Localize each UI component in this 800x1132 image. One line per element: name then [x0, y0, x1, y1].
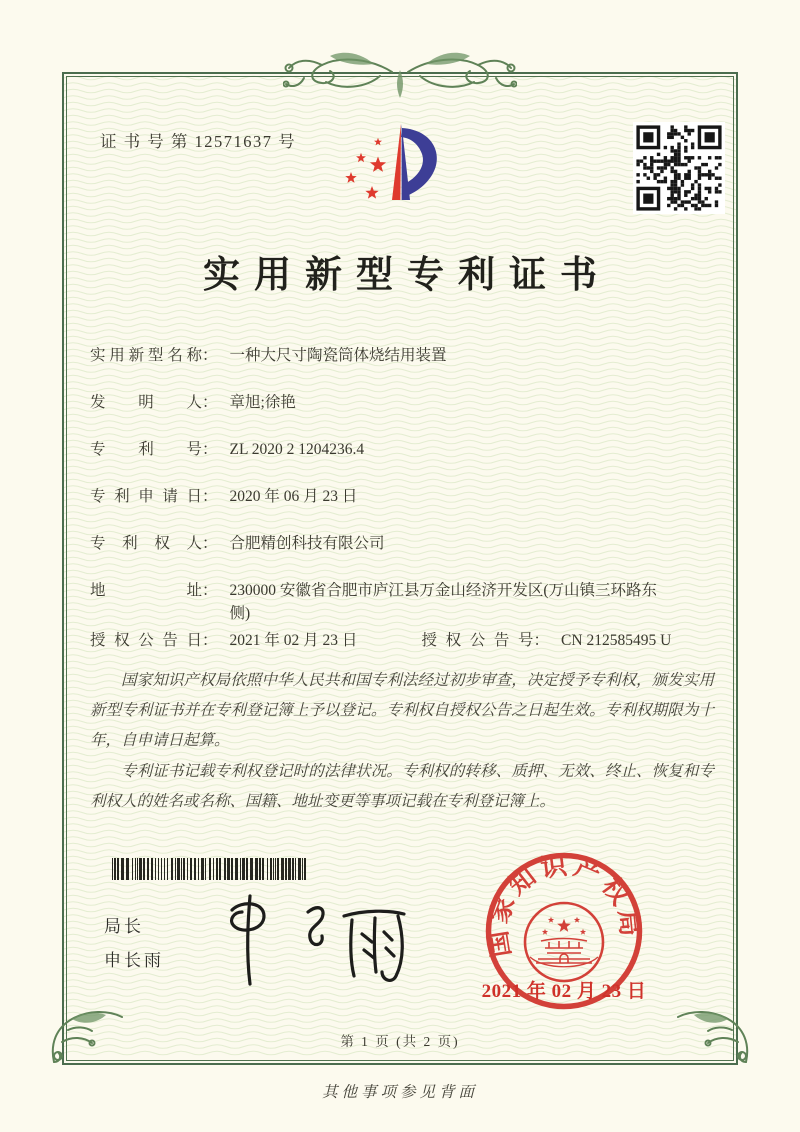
commissioner-title: 局长: [104, 917, 144, 936]
field-row-patentee: [90, 532, 716, 555]
field-colon: ：: [202, 488, 218, 505]
field-value: 2021 年 02 月 23 日: [229, 632, 358, 649]
seal-date: 2021 年 02 月 23 日: [481, 981, 647, 1002]
certificate-number: 证 书 号 第 12571637 号: [100, 132, 297, 151]
field-colon: ：: [202, 394, 218, 411]
field-label: 授 权 公 告 号: [421, 632, 534, 649]
page-number: 第 1 页 (共 2 页): [340, 1034, 460, 1049]
field-row-inventors: [90, 391, 716, 414]
field-label: 实 用 新 型 名 称: [90, 347, 202, 364]
field-label: 专 利 号: [90, 441, 202, 458]
field-colon: ：: [202, 632, 218, 649]
field-row-patent-number: [90, 438, 716, 461]
field-colon: ：: [202, 582, 218, 599]
field-colon: ：: [533, 632, 550, 649]
legal-paragraph-1: 国家知识产权局依照中华人民共和国专利法经过初步审查，决定授予专利权，颁发实用新型专利证书并在专利登记簿上予以登记。专利权自授权公告之日起生效。专利权期限为十年，自申请日起算。: [90, 672, 714, 750]
cnipa-logo-icon: [338, 110, 466, 216]
field-row-filing-date: [90, 485, 716, 508]
field-label: 专 利 申 请 日: [90, 488, 202, 505]
certificate-title: 实用新型专利证书: [203, 255, 611, 296]
field-value: 2020 年 06 月 23 日: [229, 488, 358, 505]
field-row-grant: [90, 629, 716, 652]
qr-code-icon: [633, 122, 725, 214]
back-side-note: 其他事项参见背面: [321, 1084, 478, 1101]
field-value: ZL 2020 2 1204236.4: [229, 441, 365, 458]
top-flourish-ornament: [283, 41, 517, 103]
field-value: CN 212585495 U: [561, 632, 672, 649]
field-label: 发 明 人: [90, 394, 202, 411]
certificate-fields: [90, 344, 716, 676]
field-label: 地 址: [90, 582, 202, 599]
field-value: 一种大尺寸陶瓷筒体烧结用装置: [229, 347, 447, 364]
svg-text:国家知识产权局: [484, 851, 645, 959]
field-label: 专 利 权 人: [90, 535, 202, 552]
field-label: 授 权 公 告 日: [90, 632, 202, 649]
field-row-utility-model-name: [90, 344, 716, 367]
legal-paragraph-2: 专利证书记载专利权登记时的法律状况。专利权的转移、质押、无效、终止、恢复和专利权人的姓名或名称、国籍、地址变更等事项记载在专利登记簿上。: [90, 762, 714, 810]
commissioner-name: 申长雨: [104, 951, 164, 970]
field-colon: ：: [202, 441, 218, 458]
field-value: 合肥精创科技有限公司: [229, 535, 385, 552]
legal-text: [90, 666, 714, 817]
field-value: 230000 安徽省合肥市庐江县万金山经济开发区(万山镇三环路东侧): [229, 582, 658, 622]
field-value: 章旭;徐艳: [229, 394, 296, 411]
field-colon: ：: [202, 347, 218, 364]
commissioner-signature: [212, 886, 412, 991]
field-row-address: [90, 579, 716, 625]
barcode-icon: [110, 858, 312, 880]
field-colon: ：: [202, 535, 218, 552]
seal-agency-text: 国家知识产权局: [483, 851, 644, 959]
